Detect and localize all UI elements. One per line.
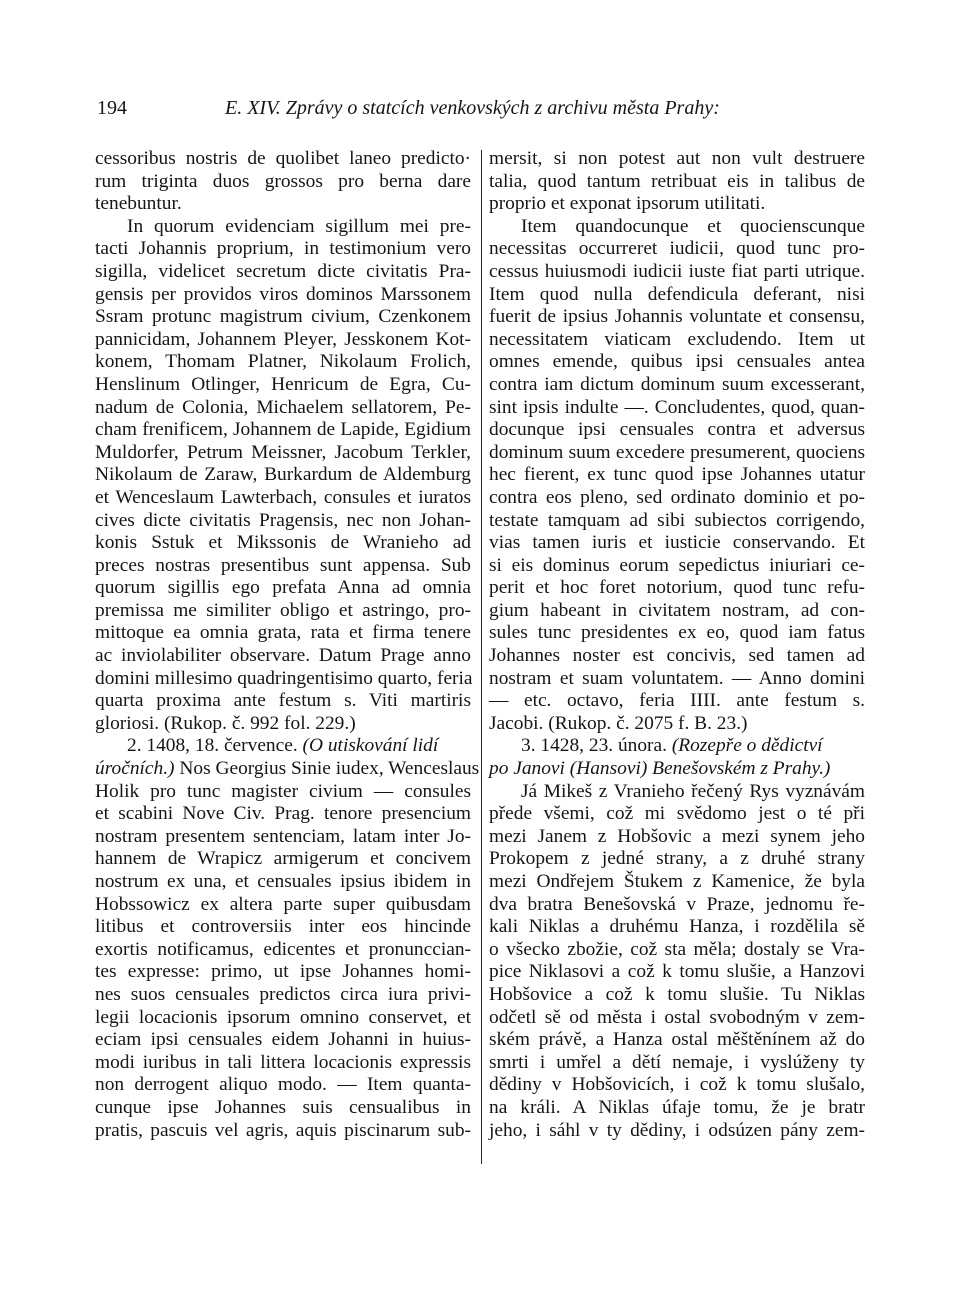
- text-line: preces nostras presentibus sunt appensa. Sub: [95, 554, 471, 576]
- text-line: dva bratra Benešovská v Praze, jednomu ře-: [489, 893, 865, 915]
- text-line: gium habeant in civitatem nostram, ad con-: [489, 599, 865, 621]
- text-line: mezi Ondřejem Štukem z Kamenice, že byla: [489, 871, 865, 892]
- text-line: nostrum ex una, et censuales ipsius ibidem in: [95, 871, 471, 892]
- text-line: tenebuntur.: [95, 193, 182, 215]
- running-title: E. XIV. Zprávy o statcích venkovských z archivu města Prahy:: [225, 97, 720, 119]
- text-line: nes suos censuales predictos circa iura privi-: [95, 983, 471, 1005]
- section-title-cont: po Janovi (Hansovi) Benešovském z Prahy.): [489, 758, 831, 780]
- text-line: kali Niklas a druhému Hanza, i rozdělila sě: [489, 916, 865, 938]
- text-line: jeho, i sáhl v ty dědiny, i odsúzen pány zem-: [489, 1119, 865, 1141]
- text-line: modi iuribus in tali littera locacionis expressis: [95, 1051, 471, 1073]
- text-line: necessitatem viaticam excludendo. Item ut: [489, 328, 865, 350]
- text-line: cives dicte civitatis Pragensis, nec non Johan-: [95, 509, 471, 531]
- text-line: smrti i umřel a dětí nemaje, i vyslúženy ty: [489, 1051, 865, 1073]
- text-line: mezi Janem z Hobšovic a mezi synem jeho: [489, 825, 865, 847]
- text-line: non derrogent aliquo modo. — Item quanta-: [95, 1074, 471, 1096]
- text-line: tacti Johannis proprium, in testimonium vero: [95, 238, 471, 260]
- text-line: domini millesimo quadringentisimo quarto, feria: [95, 667, 473, 689]
- text-line: fuerit de ipsius Johannis voluntate et consensu,: [489, 306, 865, 328]
- left-column: [95, 148, 480, 1142]
- section-number: 2. 1408, 18. července.: [127, 735, 298, 757]
- text-line: pice Niklasovi a což k tomu slušie, a Hanzovi: [489, 961, 865, 983]
- text-line: testate tamquam ad sibi subiectos corrigendo,: [489, 509, 865, 531]
- section-heading: [95, 735, 471, 758]
- text-line: gensis per providos viros dominos Marssonem: [95, 283, 471, 305]
- text-line: cham frenificem, Johannem de Lapide, Egidium: [95, 419, 471, 441]
- text-line: Já Mikeš z Vranieho řečený Rys vyznávám: [521, 780, 865, 802]
- text-line: gloriosi. (Rukop. č. 992 fol. 229.): [95, 712, 356, 734]
- section-title: (O utiskování lidí: [302, 735, 439, 757]
- text-line: Ssram protunc magistrum civium, Czenkonem: [95, 306, 471, 328]
- text-line: nostram et suam voluntatem. — Anno domini: [489, 667, 865, 689]
- text-line: nostram presentem sentenciam, latam inter Jo-: [95, 825, 471, 847]
- text-line: Johannes noster est concivis, sed tamen ad: [489, 645, 865, 667]
- right-column: [489, 148, 865, 1142]
- text-line: tes expresse: primo, ut ipse Johannes homi-: [95, 961, 471, 983]
- text-line: o všecko zbožie, což sta měla; dostaly se Vra-: [489, 938, 865, 960]
- text-line: legii locacionis ipsorum omnino conservet, et: [95, 1006, 471, 1028]
- text-line: Jacobi. (Rukop. č. 2075 f. B. 23.): [489, 712, 748, 734]
- text-line: perit et hoc foret notorium, quod tunc refu-: [489, 577, 865, 599]
- text-line: Prokopem z jedné strany, a z druhé strany: [489, 848, 865, 870]
- text-line: quarta proxima ante festum s. Viti martiris: [95, 690, 471, 712]
- text-line: premissa me similiter obligo et astringo, pro-: [95, 599, 471, 621]
- text-line: Hobšovice a což k tomu slušie. Tu Niklas: [489, 983, 865, 1005]
- text-line: talia, quod tantum retribuat eis in talibus de: [489, 170, 865, 192]
- text-line: vias tamen iuris et iusticie conservando. Et: [489, 532, 865, 554]
- text-line: exortis notificamus, edicentes et pronunccian-: [95, 938, 471, 960]
- section-title: (Rozepře o dědictví: [671, 735, 823, 757]
- text-line: odčetl sě od města i ostal svobodným v zem-: [489, 1006, 865, 1028]
- text-line: Item quod nulla defendicula deferant, nisi: [489, 283, 865, 305]
- text-line: et Wenceslaum Lawterbach, consules et iuratos: [95, 486, 471, 508]
- text-line: Holik pro tunc magister civium — consules: [95, 780, 471, 802]
- text-line: Hobssowicz ex altera parte super quibusdam: [95, 893, 471, 915]
- section-title-cont: úročních.): [95, 758, 175, 780]
- text-line: pratis, pascuis vel agris, aquis piscinarum sub-: [95, 1119, 471, 1141]
- text-line: rum triginta duos grossos pro berna dare: [95, 170, 471, 192]
- text-line: sint ipsis indulte —. Concludentes, quod, quan-: [489, 396, 865, 418]
- text-line: ac inviolabiliter observare. Datum Prage anno: [95, 645, 471, 667]
- text-line: Henslinum Otlinger, Henricum de Egra, Cu-: [95, 373, 471, 395]
- text-line: cunque ipse Johannes suis censualibus in: [95, 1096, 471, 1118]
- text-line: sules tunc presidentes ex eo, quod iam fatus: [489, 622, 865, 644]
- text-line: ském právě, a Hanza ostal měštěnínem až do: [489, 1029, 865, 1051]
- text-line: pannicidam, Johannem Pleyer, Jesskonem Kot-: [95, 328, 471, 350]
- text-line: docunque ipsi censuales contra et adversus: [489, 419, 865, 441]
- text-line: mersit, si non potest aut non vult destruere: [489, 148, 865, 169]
- text-line: eciam ipsi censuales eidem Johanni in huius-: [95, 1029, 471, 1051]
- text-line: — etc. octavo, feria IIII. ante festum s.: [489, 690, 865, 712]
- column-divider: [481, 150, 482, 1164]
- text-line: úročních.) Nos Georgius Sinie iudex, Wenceslaus: [95, 758, 480, 780]
- text-line: necessitas occurreret iudicii, quod tunc pro-: [489, 238, 865, 260]
- text-line: si eis dominus eorum sepedictus iniuriari ce-: [489, 554, 865, 576]
- text-line: cessoribus nostris de quolibet laneo predicto·: [95, 148, 471, 169]
- text-line: dědiny v Hobšovicích, i což k tomu slušalo,: [489, 1074, 865, 1096]
- text-line: dominum suum excedere presumerent, quociens: [489, 441, 865, 463]
- text-line: Item quandocunque et quocienscunque: [521, 215, 865, 237]
- section-number: 3. 1428, 23. února.: [521, 735, 667, 757]
- text-line: contra iam dictum dominum suum excesserant,: [489, 373, 865, 395]
- text-line: přede všemi, což mi svědomo jest o té při: [489, 803, 865, 825]
- text-line: Muldorfer, Petrum Meissner, Jacobum Terkler,: [95, 441, 471, 463]
- text-line: proprio et exponat ipsorum utilitati.: [489, 193, 766, 215]
- text-line: cessus huiusmodi iudicii iuste fiat parti utrique.: [489, 260, 865, 282]
- text-line: nadum de Colonia, Michaelem sellatorem, Pe-: [95, 396, 471, 418]
- text-line: na králi. A Niklas úfaje tomu, že je bratr: [489, 1096, 865, 1118]
- text-line: hannem de Wrapicz armigerum et concivem: [95, 848, 471, 870]
- text-line: omnes emende, quibus ipsi censuales antea: [489, 351, 865, 373]
- text-line: hec fierent, ex tunc quod ipse Johannes utatur: [489, 464, 865, 486]
- text-line: konem, Thomam Platner, Nikolaum Frolich,: [95, 351, 471, 373]
- section-heading: [489, 735, 865, 758]
- running-header: [97, 97, 867, 131]
- text-line: contra eos pleno, sed ordinato dominio et po-: [489, 486, 865, 508]
- text-line: sigilla, videlicet secretum dicte civitatis Pra-: [95, 260, 471, 282]
- text-line: quorum sigillis ego prefata Anna ad omnia: [95, 577, 471, 599]
- text-line: In quorum evidenciam sigillum mei pre-: [127, 215, 471, 237]
- text-line: litibus et controversiis inter eos hincinde: [95, 916, 471, 938]
- text-line: konis Sstuk et Mikssonis de Wranieho ad: [95, 532, 471, 554]
- text-line: et scabini Nove Civ. Prag. tenore presencium: [95, 803, 471, 825]
- page-number: 194: [97, 97, 127, 119]
- text-line: mittoque ea omnia grata, rata et firma tenere: [95, 622, 471, 644]
- text-line: Nikolaum de Zaraw, Burkardum de Aldemburg: [95, 464, 471, 486]
